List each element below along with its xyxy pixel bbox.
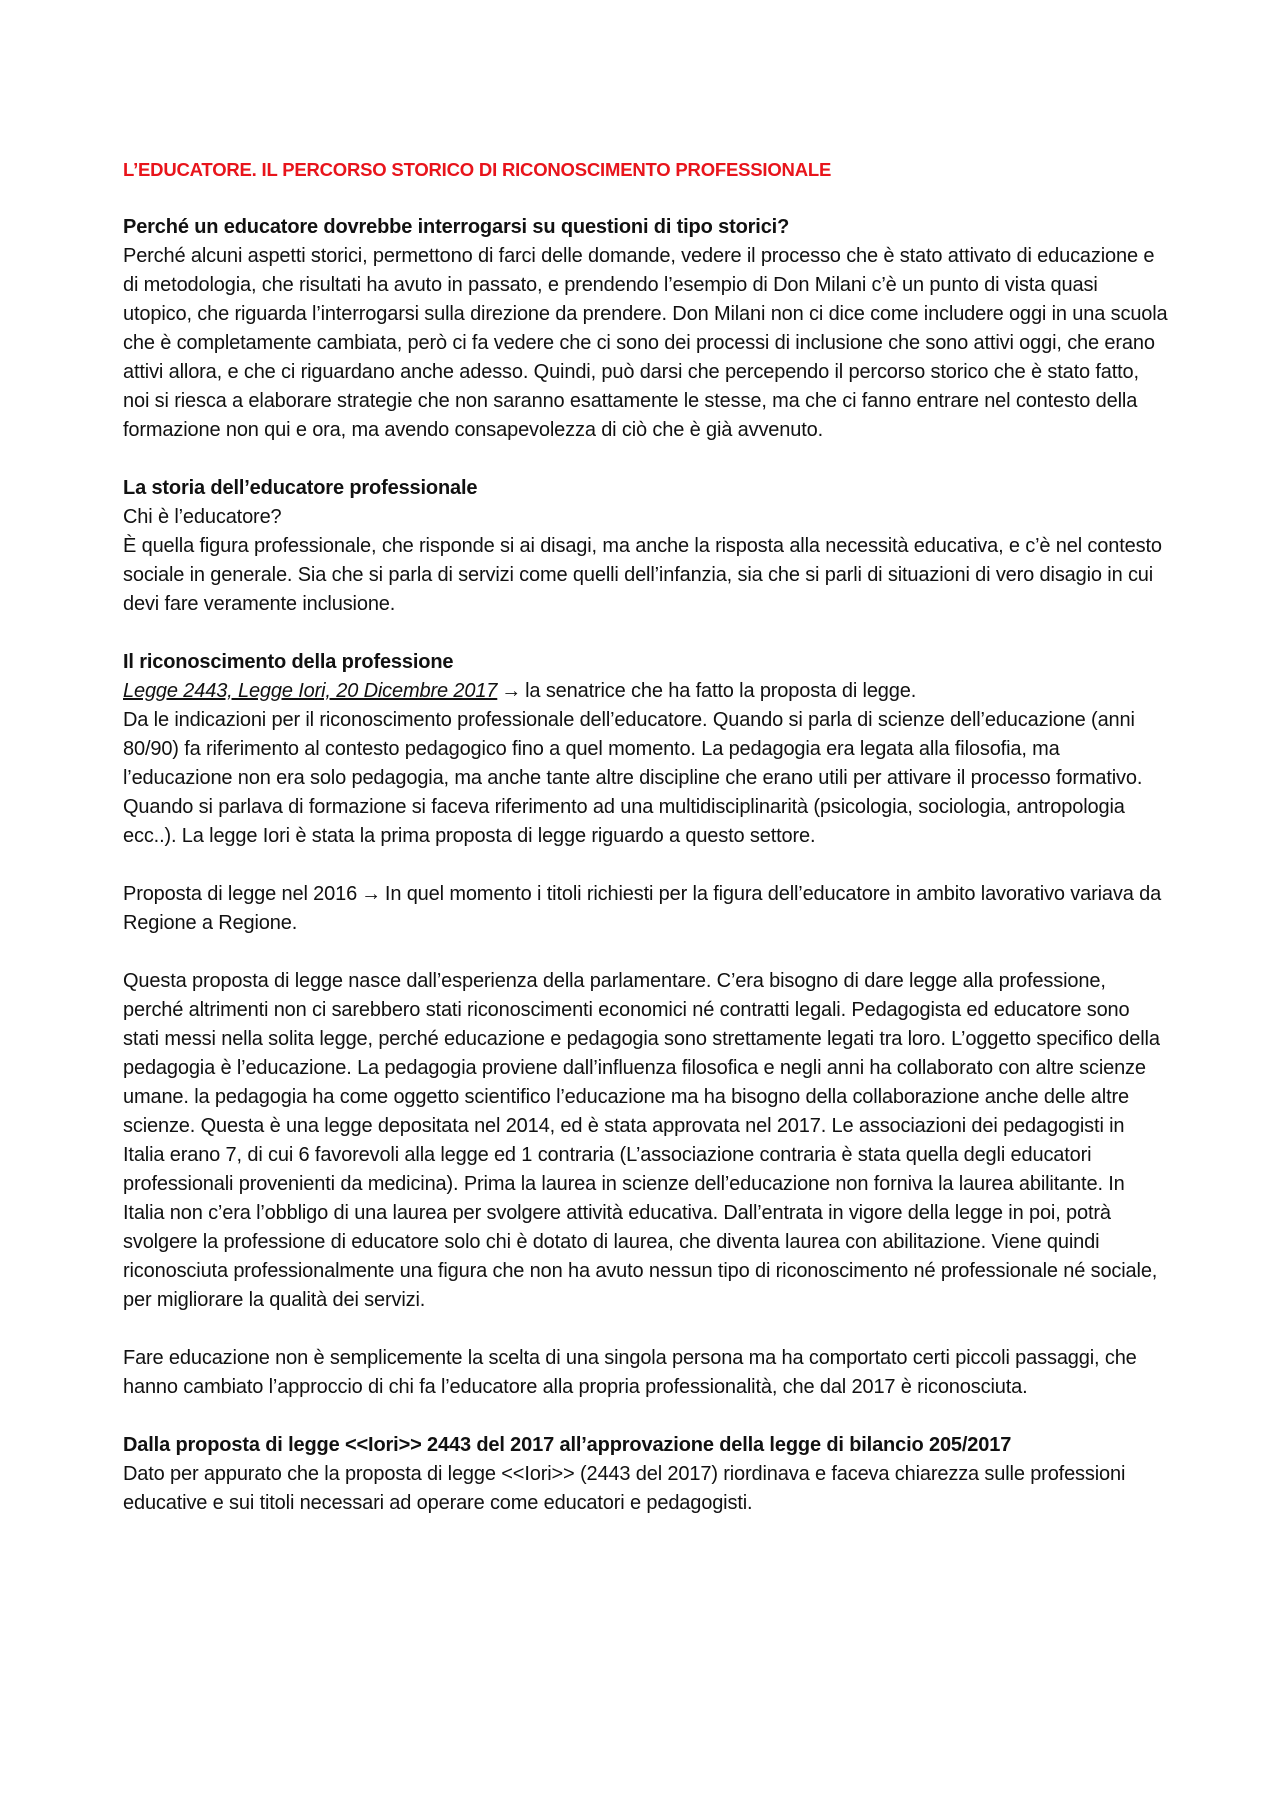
law-proposal-text: In quel momento i titoli richiesti per la figura dell’educatore in ambito lavorativo variava da Regione a Regione. [123, 883, 1162, 934]
section-paragraph: È quella figura professionale, che risponde si ai disagi, ma anche la risposta alla necessità educativa, e c’è nel contesto sociale in generale. Sia che si parla di servizi come quelli dell’infanzia, sia che si parli di situazioni di vero disagio in cui devi fare veramente inclusione. [123, 535, 1162, 615]
section-question: Chi è l’educatore? [123, 506, 282, 528]
section-budget-law [123, 1431, 1168, 1518]
law-proposal-line [123, 880, 1168, 938]
law-proposal-lead: Proposta di legge nel 2016 [123, 883, 358, 905]
law-reference: Legge 2443, Legge Iori, 20 Dicembre 2017 [123, 680, 498, 702]
section-doing-education [123, 1344, 1168, 1402]
document-title: L’EDUCATORE. IL PERCORSO STORICO DI RICONOSCIMENTO PROFESSIONALE [123, 159, 832, 180]
section-paragraph: Questa proposta di legge nasce dall’esperienza della parlamentare. C’era bisogno di dare legge alla professione, perché altrimenti non ci sarebbero stati riconoscimenti economici né contratti legali. Pedagogista ed educatore sono stati messi nella solita legge, perché educazione e pedagogia sono strettamente legati tra loro. L’oggetto specifico della pedagogia è l’educazione. La pedagogia proviene dall’influenza filosofica e negli anni ha collaborato con altre scienze umane. la pedagogia ha come oggetto scientifico l’educazione ma ha bisogno della collaborazione anche delle altre scienze. Questa è una legge depositata nel 2014, ed è stata approvata nel 2017. Le associazioni dei pedagogisti in Italia erano 7, di cui 6 favorevoli alla legge ed 1 contraria (L’associazione contraria è stata quella degli educatori professionali provenienti da medicina). Prima la laurea in scienze dell’educazione non forniva la laurea abilitante. In Italia non c’era l’obbligo di una laurea per svolgere attività educativa. Dall’entrata in vigore della legge in poi, potrà svolgere la professione di educatore solo chi è dotato di laurea, che diventa laurea con abilitazione. Viene quindi riconosciuta professionalmente una figura che non ha avuto nessun tipo di riconoscimento né professionale né sociale, per migliorare la qualità dei servizi. [123, 970, 1160, 1311]
section-paragraph: Perché alcuni aspetti storici, permettono di farci delle domande, vedere il processo che è stato attivato di educazione e di metodologia, che risultati ha avuto in passato, e prendendo l’esempio di Don Milani c’è un punto di vista quasi utopico, che riguarda l’interrogarsi sulla direzione da prendere. Don Milani non ci dice come includere oggi in una scuola che è completamente cambiata, però ci fa vedere che ci sono dei processi di inclusione che sono attivi oggi, che erano attivi allora, e che ci riguardano anche adesso. Quindi, può darsi che percependo il percorso storico che è stato fatto, noi si riesca a elaborare strategie che non saranno esattamente le stesse, ma che ci fanno entrare nel contesto della formazione non qui e ora, ma avendo consapevolezza di ciò che è già avvenuto. [123, 245, 1168, 441]
arrow-right-icon: → [501, 680, 522, 702]
section-paragraph: Dato per appurato che la proposta di legge <<Iori>> (2443 del 2017) riordinava e faceva chiarezza sulle professioni educative e sui titoli necessari ad operare come educatori e pedagogisti. [123, 1463, 1126, 1514]
section-law-proposal-2016 [123, 880, 1168, 938]
section-heading: La storia dell’educatore professionale [123, 477, 478, 499]
section-profession-recognition [123, 648, 1168, 851]
section-paragraph: Fare educazione non è semplicemente la scelta di una singola persona ma ha comportato certi piccoli passaggi, che hanno cambiato l’approccio di chi fa l’educatore alla propria professionalità, che dal 2017 è riconosciuta. [123, 1347, 1137, 1398]
arrow-right-icon: → [361, 883, 381, 905]
section-heading: Dalla proposta di legge <<Iori>> 2443 del 2017 all’approvazione della legge di bilancio 205/2017 [123, 1434, 1012, 1456]
law-reference-line [123, 677, 1168, 706]
section-paragraph: Da le indicazioni per il riconoscimento professionale dell’educatore. Quando si parla di scienze dell’educazione (anni 80/90) fa riferimento al contesto pedagogico fino a quel momento. La pedagogia era legata alla filosofia, ma l’educazione non era solo pedagogia, ma anche tante altre discipline che erano utili per attivare il processo formativo. Quando si parlava di formazione si faceva riferimento ad una multidisciplinarità (psicologia, sociologia, antropologia ecc..). La legge Iori è stata la prima proposta di legge riguardo a questo settore. [123, 709, 1143, 847]
section-law-origin [123, 967, 1168, 1315]
section-educator-history [123, 474, 1168, 619]
section-heading: Perché un educatore dovrebbe interrogarsi su questioni di tipo storici? [123, 216, 790, 238]
law-note: la senatrice che ha fatto la proposta di legge. [525, 680, 917, 702]
section-historical-questions [123, 213, 1168, 445]
section-heading: Il riconoscimento della professione [123, 651, 454, 673]
